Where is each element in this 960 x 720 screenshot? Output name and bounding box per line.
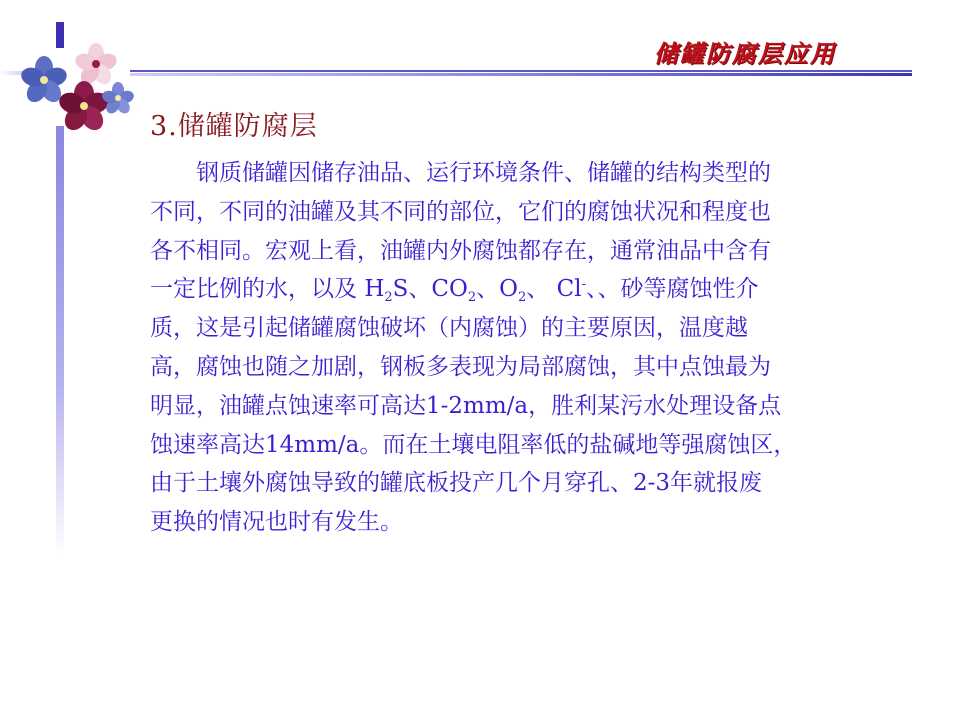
header-rule	[130, 70, 912, 77]
body-line-chemicals: 一定比例的水，以及 $H_2S$、$CO_2$、$O_2$、 Cl-、、砂等腐蚀性介	[150, 276, 759, 306]
flower-decoration-icon	[14, 40, 144, 140]
header-brand: 储罐防腐层应用	[654, 40, 836, 68]
body-line: 不同，不同的油罐及其不同的部位，它们的腐蚀状况和程度也	[150, 198, 771, 225]
body-line: 高，腐蚀也随之加剧，钢板多表现为局部腐蚀，其中点蚀最为	[150, 353, 771, 380]
body-line: 质，这是引起储罐腐蚀破坏（内腐蚀）的主要原因，温度越	[150, 315, 748, 342]
body-line: 更换的情况也时有发生。	[150, 509, 403, 536]
section-title: 3.储罐防腐层	[150, 111, 318, 142]
body-line: 蚀速率高达14mm/a。而在土壤电阻率低的盐碱地等强腐蚀区，	[150, 431, 797, 458]
left-bar-gradient	[56, 126, 64, 556]
body-line: 各不相同。宏观上看，油罐内外腐蚀都存在，通常油品中含有	[150, 237, 771, 264]
body-line: 钢质储罐因储存油品、运行环境条件、储罐的结构类型的	[196, 160, 771, 186]
body-line: 由于土壤外腐蚀导致的罐底板投产几个月穿孔、2-3年就报废	[150, 470, 763, 497]
body-line: 明显，油罐点蚀速率可高达1-2mm/a，胜利某污水处理设备点	[150, 392, 782, 419]
body-paragraph	[150, 154, 872, 542]
